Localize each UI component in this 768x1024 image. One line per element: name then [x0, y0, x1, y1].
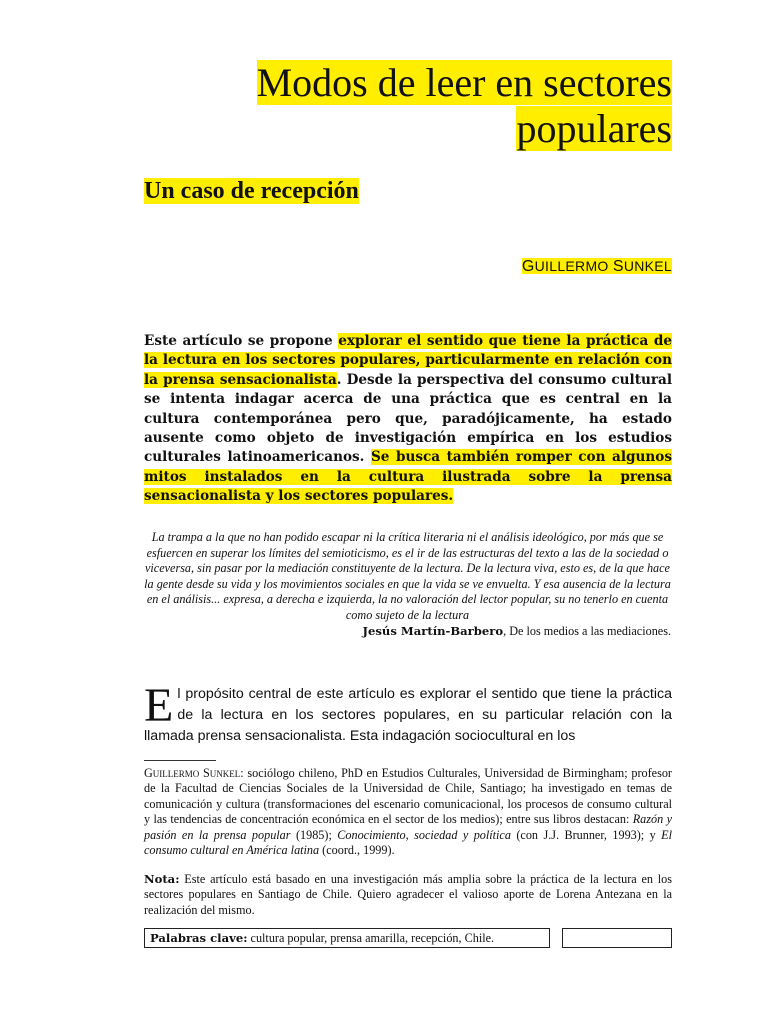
author-rest-first: UILLERMO: [534, 258, 609, 274]
note-text: Este artículo está basado en una investigación más amplia sobre la práctica de la lectura en los sectores populares en Santiago de Chile. Quiero agradecer el valioso aporte de Lorena Antezana en la realización del mismo.: [144, 872, 672, 917]
epigraph-quote: La trampa a la que no han podido escapar ni la crítica literaria ni el análisis ideológico, por más que se esfuercen en superar los límites del semioticismo, es el ir de las estructuras del texto a las de la sociedad o viceversa, sin pasar por la mediación constituyente de la lectura. De la lectura viva, esto es, de la que hace la gente desde su vida y los movimientos sociales en que la vida se ve envuelta. Y esa ausencia de la lectura en el análisis... expresa, a derecha e izquierda, la no valoración del lector popular, su no tenerlo en cuenta como sujeto de la lectura: [144, 530, 671, 622]
title-line-1: Modos de leer en sectores: [256, 60, 672, 105]
abstract-highlight-2: Se busca también romper con algunos mitos instalados en la cultura ilustrada sobre la prensa sensacionalista y los sectores populares.: [144, 449, 673, 505]
article-subtitle: [144, 176, 359, 206]
drop-cap: E: [144, 679, 174, 732]
footnote-text-1: : sociólogo chileno, PhD en Estudios Culturales, Universidad de Birmingham; profesor de la Facultad de Ciencias Sociales de la Universidad de Chile, Santiago; ha investigado en temas de comunicación y cultura (transformaciones del escenario comunicacional, los procesos de consumo cultural y las tendencias de concentración económica en el sector de los medios); entre sus libros destacan:: [144, 766, 672, 827]
note-label: Nota:: [144, 872, 180, 886]
title-line-2: populares: [516, 106, 672, 151]
abstract-part-1: Este artículo se propone: [144, 333, 339, 349]
footnote-divider: [144, 760, 216, 761]
keywords-text: cultura popular, prensa amarilla, recepción, Chile.: [247, 931, 495, 945]
footnote-author-name: Guillermo Sunkel: [144, 766, 241, 780]
footnote-book-2: Conocimiento, sociedad y política: [337, 827, 511, 842]
epigraph-source: , De los medios a las mediaciones.: [503, 623, 671, 638]
author-rest-last: UNKEL: [623, 258, 672, 274]
epigraph: [144, 530, 671, 639]
footnote-book-1: Razón y pasión en la prensa popular: [144, 812, 672, 842]
abstract-part-3: . Desde la perspectiva del consumo cultural se intenta indagar acerca de una práctica que es central en la cultura contemporánea pero que, paradójicamente, ha estado ausente como objeto de investigación empírica en los estudios culturales latinoamericanos.: [144, 371, 672, 466]
acknowledgement-note: [144, 872, 672, 918]
author-initial-first: G: [521, 258, 535, 275]
author-name: [522, 258, 672, 276]
empty-box: [562, 928, 672, 948]
article-title: [192, 60, 672, 152]
keywords-box: [144, 928, 550, 948]
footnote-text-3: (con J.J. Brunner, 1993); y: [510, 827, 662, 842]
body-paragraph: [144, 679, 672, 747]
author-initial-last: S: [612, 258, 624, 275]
author-footnote: [144, 766, 672, 858]
footnote-text-2: (1985);: [290, 827, 338, 842]
keywords-label: Palabras clave:: [150, 931, 248, 945]
epigraph-attribution: [144, 624, 671, 640]
body-text: l propósito central de este artículo es explorar el sentido que tiene la práctica de la lectura en los sectores populares, en su particular relación con la llamada prensa sensacionalista. Esta indagación sociocultural en los: [144, 686, 672, 744]
footnote-book-3: El consumo cultural en América latina: [144, 827, 672, 858]
abstract: [144, 332, 672, 507]
footnote-text-4: (coord., 1999).: [319, 843, 395, 858]
subtitle-text: Un caso de recepción: [144, 178, 359, 204]
epigraph-author: Jesús Martín-Barbero: [362, 623, 504, 638]
abstract-highlight-1: explorar el sentido que tiene la práctica de la lectura en los sectores populares, particularmente en relación con la prensa sensacionalista: [144, 333, 672, 388]
